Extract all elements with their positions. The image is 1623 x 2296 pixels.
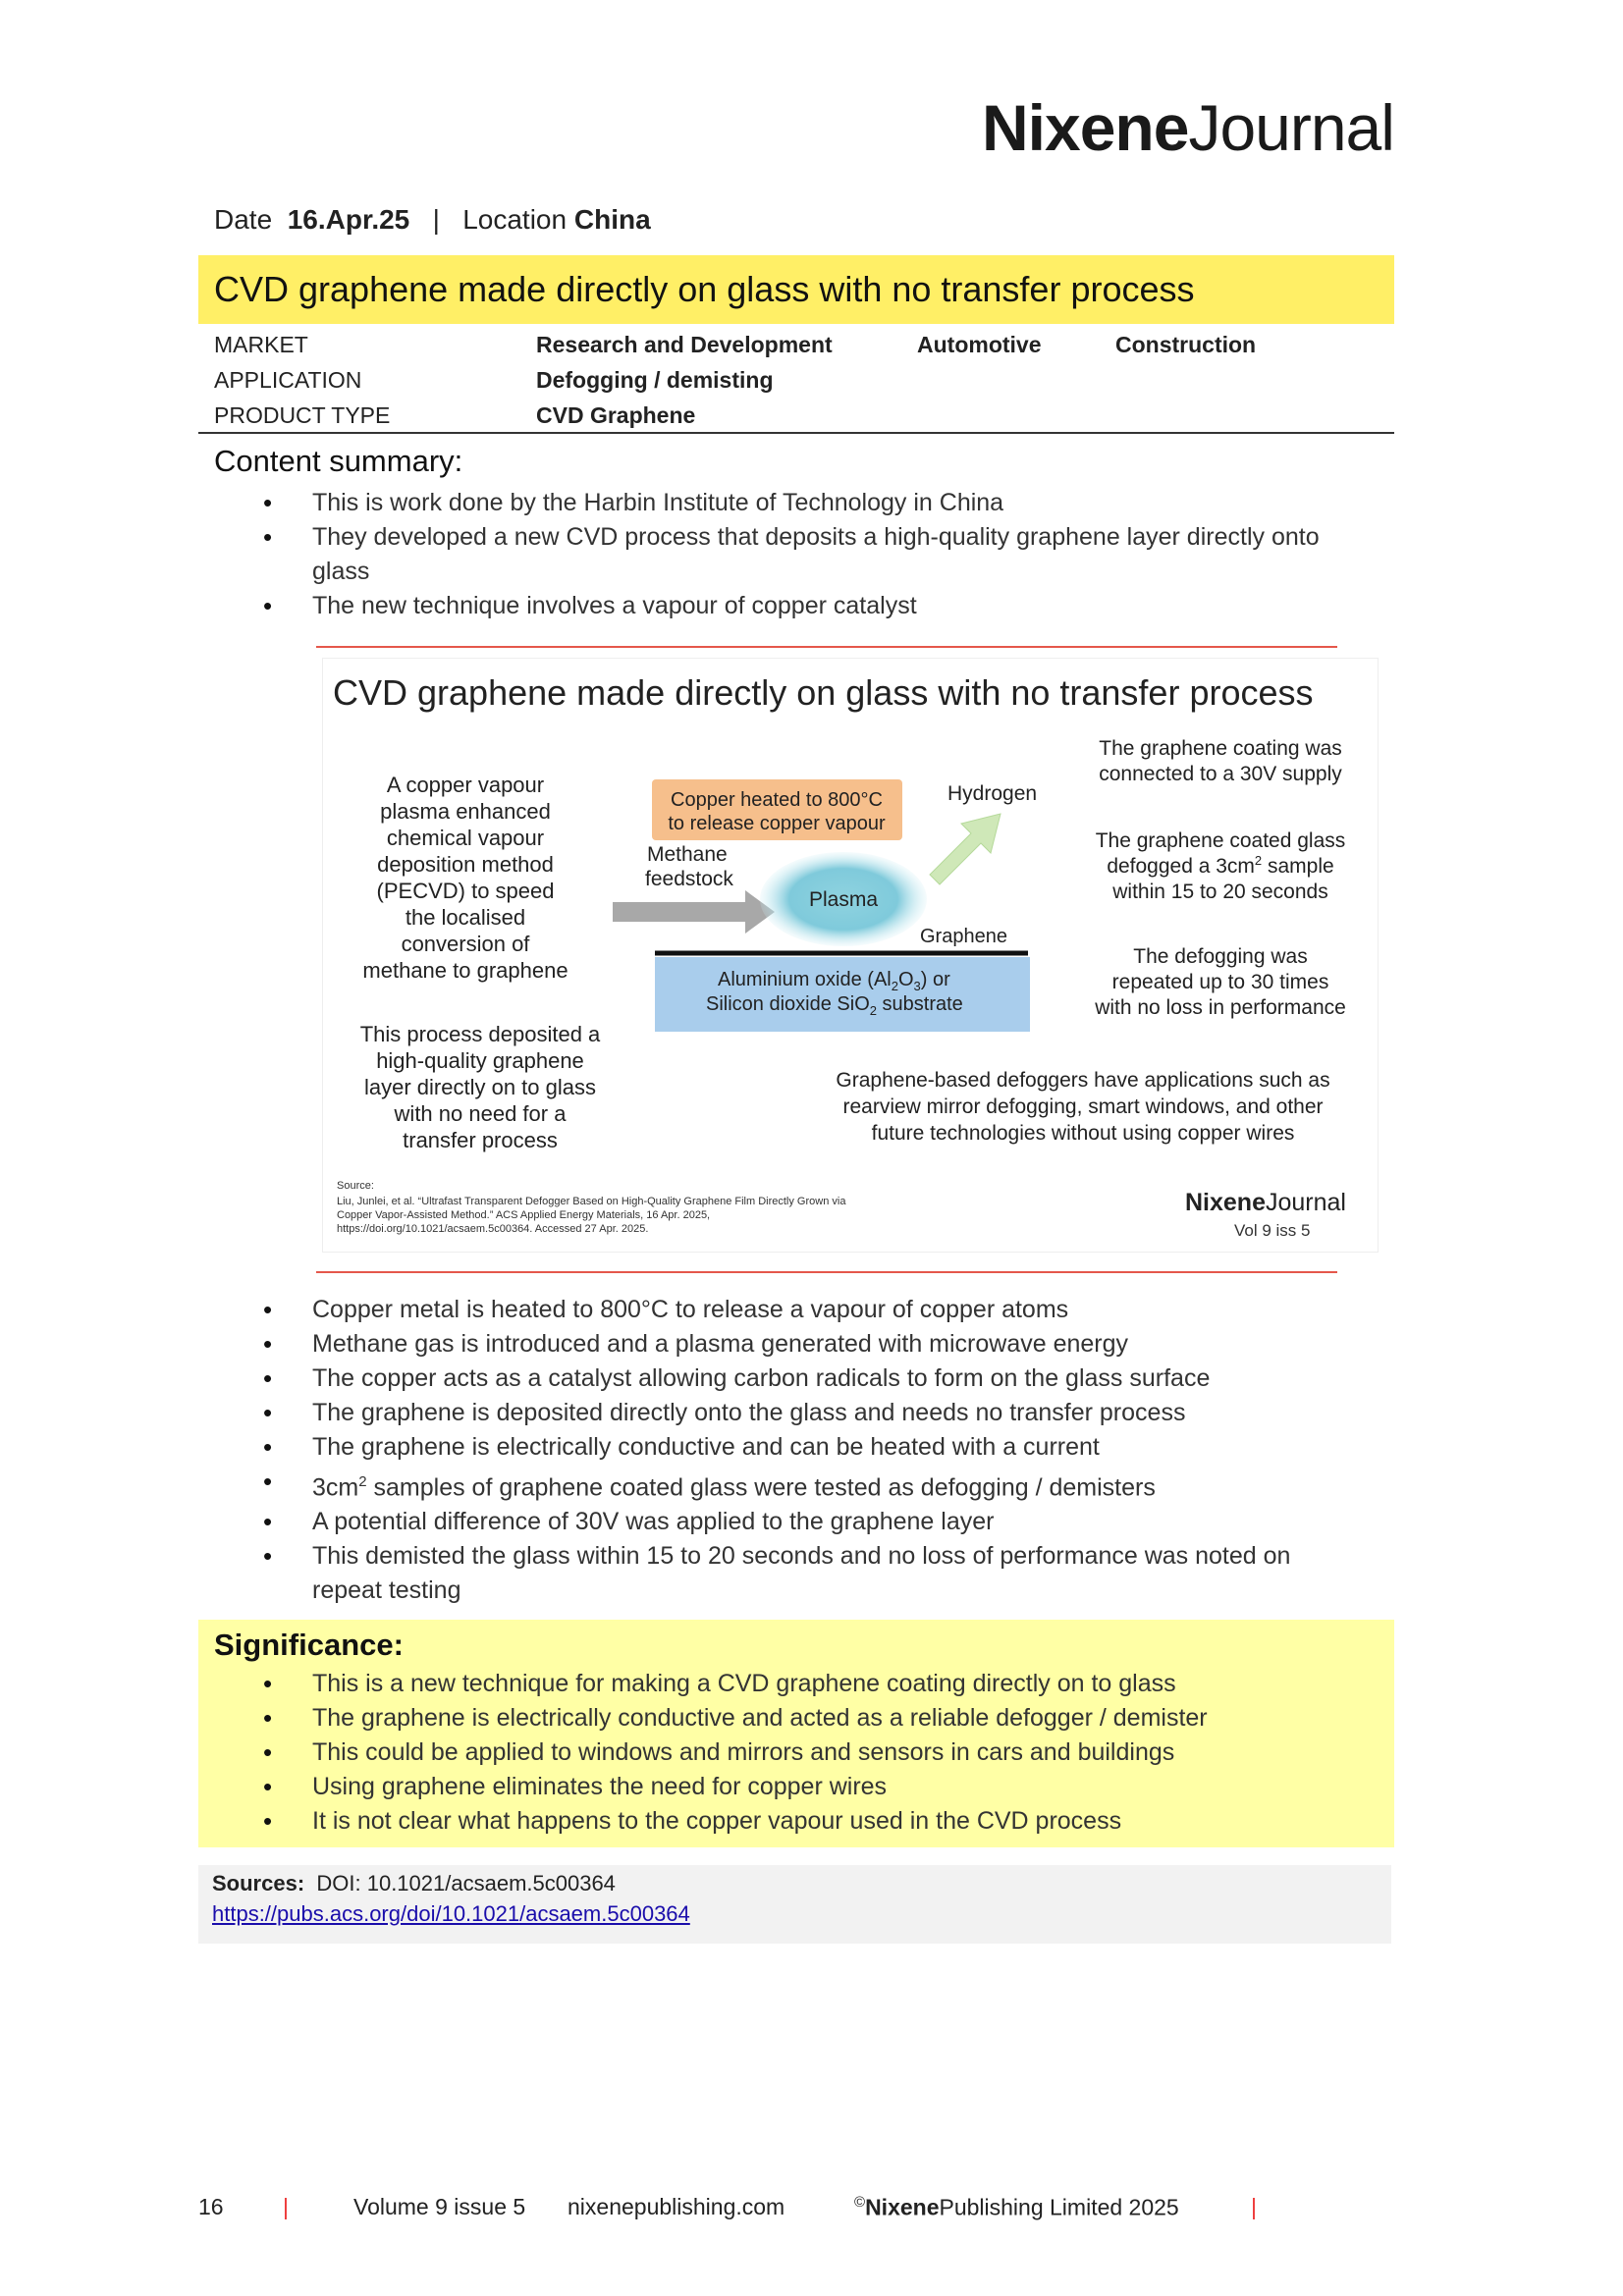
figure-left-text: chemical vapour <box>386 826 545 850</box>
list-item: • This demisted the glass within 15 to 20 seconds and no loss of performance was noted on repeat testing <box>214 1539 1353 1608</box>
figure-right-text: within 15 to 20 seconds <box>1112 881 1328 903</box>
date-value: 16.Apr.25 <box>287 204 410 235</box>
figure-left-text: layer directly on to glass <box>364 1075 596 1099</box>
divider <box>198 432 1394 434</box>
figure-left-text: This process deposited a <box>359 1022 601 1046</box>
application-label: APPLICATION <box>214 367 362 393</box>
graphene-label: Graphene <box>920 926 1007 947</box>
list-item: • This could be applied to windows and mirrors and sensors in cars and buildings <box>214 1735 1382 1770</box>
figure-left-text: methane to graphene <box>362 958 568 983</box>
sources-label: Sources: <box>212 1871 305 1896</box>
hydrogen-arrow-icon <box>930 814 1001 884</box>
figure-bottom-rule <box>316 1271 1337 1273</box>
copper-box-text: to release copper vapour <box>668 813 886 834</box>
figure-right-text: with no loss in performance <box>1095 996 1346 1019</box>
figure-top-rule <box>316 646 1337 648</box>
figure-left-text: the localised <box>405 905 526 930</box>
figure-right-text: defogged a $3cm^2$ sample <box>1107 853 1334 878</box>
figure-bottom-text: future technologies without using copper wires <box>871 1122 1295 1145</box>
footer-separator: | <box>283 2194 289 2219</box>
sources-line <box>212 1871 616 1896</box>
figure-left-text: transfer process <box>403 1128 558 1152</box>
summary-heading: Content summary: <box>214 444 463 478</box>
figure-left-text: A copper vapour <box>386 773 545 797</box>
plasma-label: Plasma <box>808 888 879 911</box>
list-item: • The new technique involves a vapour of copper catalyst <box>214 589 1382 623</box>
figure-bottom-text: Graphene-based defoggers have applications such as <box>836 1069 1330 1092</box>
significance-box <box>198 1620 1394 1847</box>
figure-volume: Vol 9 iss 5 <box>1234 1221 1311 1240</box>
detail-list <box>214 1293 1353 1608</box>
market-value: Construction <box>1115 332 1257 357</box>
list-item: • Using graphene eliminates the need for copper wires <box>214 1770 1382 1804</box>
figure-left-text: with no need for a <box>394 1101 567 1126</box>
substrate-text: Aluminium oxide $(Al_2O_3)$ or <box>718 969 950 993</box>
market-value: Automotive <box>917 332 1042 357</box>
list-item: • They developed a new CVD process that deposits a high-quality graphene layer directly onto glass <box>214 520 1382 589</box>
date-label: Date <box>214 204 273 235</box>
product-type-value: CVD Graphene <box>536 402 696 428</box>
figure-left-text: conversion of <box>401 932 530 956</box>
sources-link[interactable]: https://pubs.acs.org/doi/10.1021/acsaem.5c00364 <box>212 1901 690 1926</box>
article-meta <box>214 204 651 236</box>
list-item: • Methane gas is introduced and a plasma generated with microwave energy <box>214 1327 1353 1362</box>
market-label: MARKET <box>214 332 308 357</box>
journal-logo: NixeneJournal <box>982 91 1394 164</box>
article-title: CVD graphene made directly on glass with no transfer process <box>214 269 1195 309</box>
footer-separator: | <box>1251 2194 1257 2219</box>
list-item: • A potential difference of 30V was applied to the graphene layer <box>214 1505 1353 1539</box>
figure-title: CVD graphene made directly on glass with no transfer process <box>333 672 1314 713</box>
footer-site: nixenepublishing.com <box>568 2194 785 2219</box>
figure-right-text: connected to a 30V supply <box>1099 763 1342 785</box>
article-title-bar <box>198 255 1394 324</box>
footer-copyright: ©NixenePublishing Limited 2025 <box>854 2194 1179 2220</box>
figure-right-text: The defogging was <box>1133 945 1308 968</box>
list-item: • It is not clear what happens to the copper vapour used in the CVD process <box>214 1804 1382 1839</box>
list-item: • This is a new technique for making a CVD graphene coating directly on to glass <box>214 1667 1382 1701</box>
summary-list <box>214 486 1382 623</box>
sources-box <box>198 1865 1391 1944</box>
methane-label: feedstock <box>645 868 733 890</box>
figure-source-line: Liu, Junlei, et al. “Ultrafast Transparent Defogger Based on High-Quality Graphene Film Directly Grown via <box>337 1196 846 1207</box>
application-value: Defogging / demisting <box>536 367 774 393</box>
figure-right-text: The graphene coating was <box>1099 737 1342 760</box>
copper-box-text: Copper heated to 800°C <box>671 789 883 811</box>
product-type-label: PRODUCT TYPE <box>214 402 391 428</box>
hydrogen-label: Hydrogen <box>947 782 1038 805</box>
figure-source-line: Copper Vapor-Assisted Method.” ACS Applied Energy Materials, 16 Apr. 2025, <box>337 1209 711 1221</box>
figure-left-text: (PECVD) to speed <box>376 879 555 903</box>
significance-heading: Significance: <box>214 1628 404 1662</box>
figure-left-text: plasma enhanced <box>380 799 551 824</box>
figure-logo: NixeneJournal <box>1185 1189 1346 1216</box>
list-item: • The graphene is electrically conductive and can be heated with a current <box>214 1430 1353 1465</box>
meta-separator: | <box>432 204 440 235</box>
figure-source-label: Source: <box>337 1180 374 1192</box>
list-item: • The graphene is deposited directly onto the glass and needs no transfer process <box>214 1396 1353 1430</box>
methane-arrow-icon <box>613 890 775 934</box>
sources-doi: DOI: 10.1021/acsaem.5c00364 <box>316 1871 616 1896</box>
methane-label: Methane <box>647 843 728 866</box>
location-value: China <box>573 204 651 235</box>
figure-source-line: https://doi.org/10.1021/acsaem.5c00364. Accessed 27 Apr. 2025. <box>337 1223 649 1235</box>
list-item: • Copper metal is heated to 800°C to release a vapour of copper atoms <box>214 1293 1353 1327</box>
figure-right-text: The graphene coated glass <box>1095 829 1346 852</box>
figure-left-text: deposition method <box>377 852 554 877</box>
footer-volume: Volume 9 issue 5 <box>353 2194 526 2219</box>
list-item: • The copper acts as a catalyst allowing carbon radicals to form on the glass surface <box>214 1362 1353 1396</box>
figure-right-text: repeated up to 30 times <box>1111 971 1329 993</box>
location-label: Location <box>462 204 568 235</box>
list-item: • The graphene is electrically conductive and acted as a reliable defogger / demister <box>214 1701 1382 1735</box>
list-item: • $3cm^2$ samples of graphene coated glass were tested as defogging / demisters <box>214 1465 1353 1505</box>
substrate-text: Silicon dioxide SiO$_2$ substrate <box>706 993 963 1018</box>
list-item: • This is work done by the Harbin Institute of Technology in China <box>214 486 1382 520</box>
process-diagram <box>323 659 1378 1252</box>
significance-list <box>214 1667 1382 1839</box>
page-number: 16 <box>198 2194 224 2219</box>
figure-panel <box>322 658 1379 1253</box>
figure-left-text: high-quality graphene <box>376 1048 584 1073</box>
market-value: Research and Development <box>536 332 833 357</box>
figure-bottom-text: rearview mirror defogging, smart windows, and other <box>842 1095 1324 1118</box>
